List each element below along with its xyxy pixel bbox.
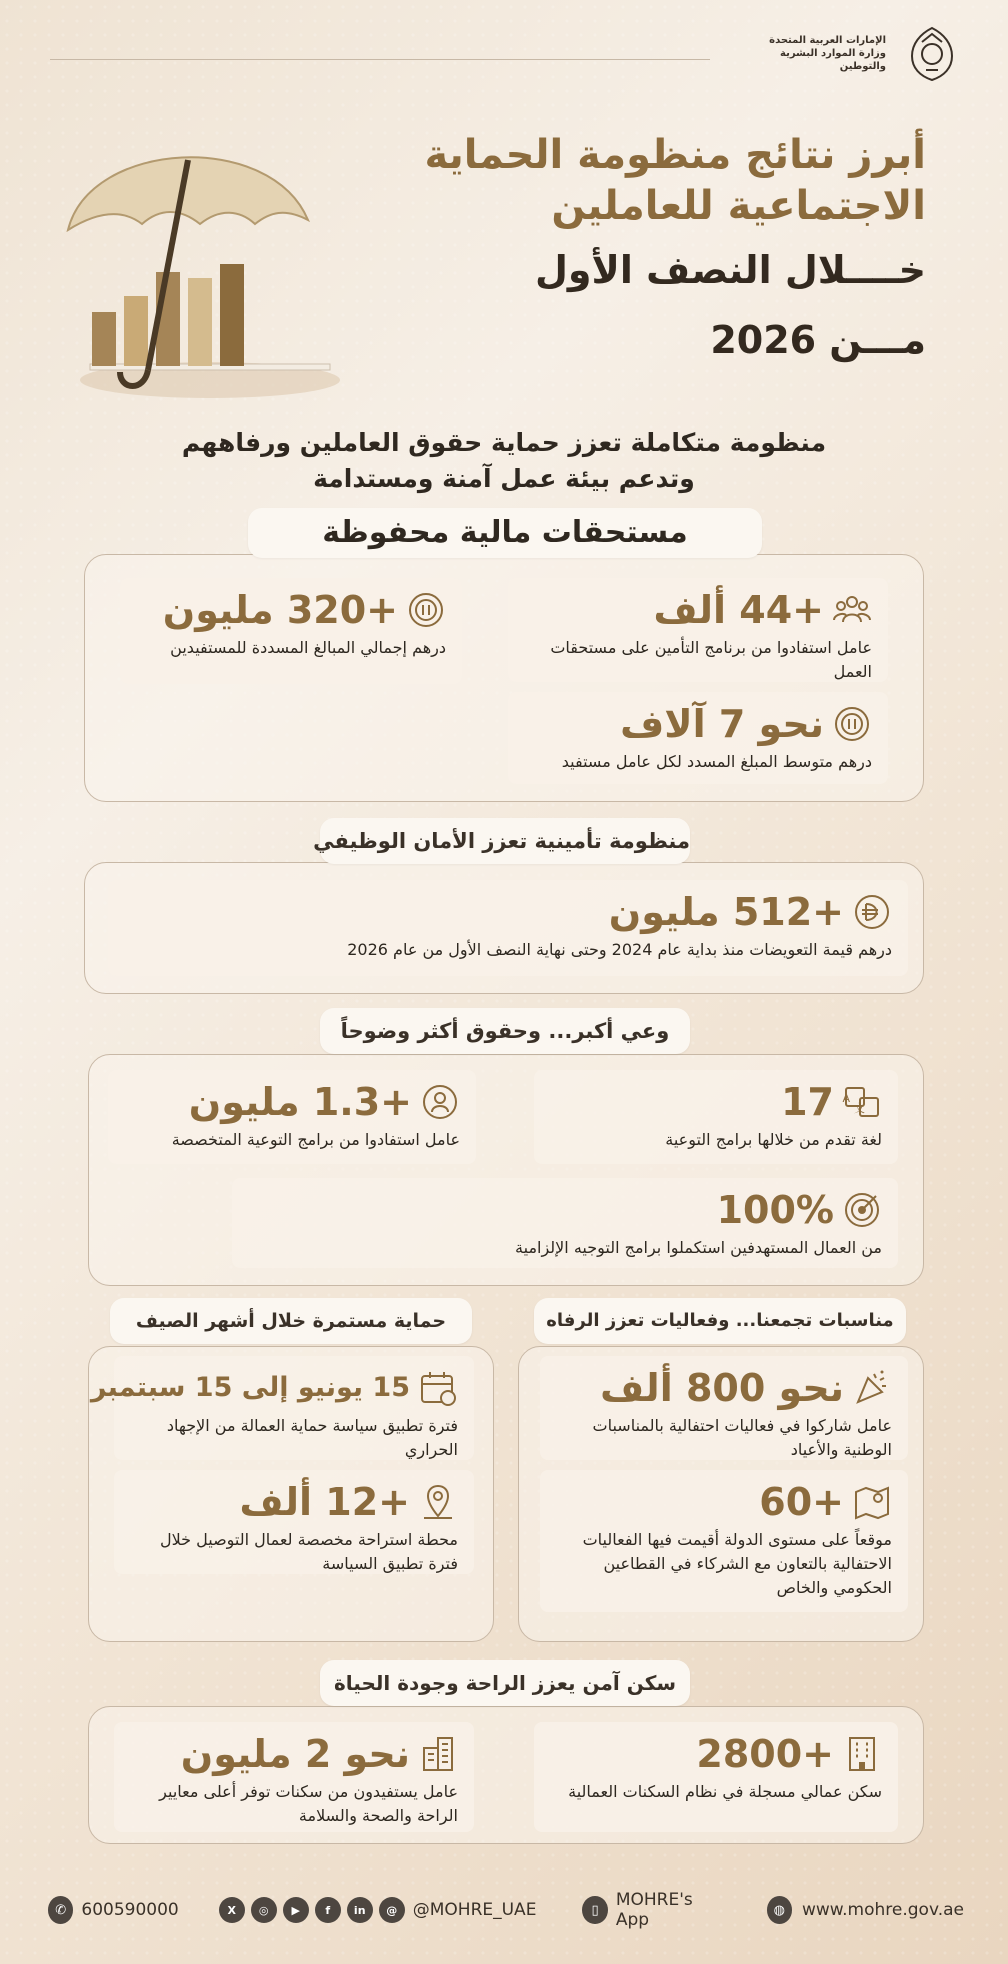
stat-value: +512 مليون <box>608 890 844 934</box>
stat-description: درهم قيمة التعويضات منذ بداية عام 2024 وحتى نهاية النصف الأول من عام 2026 <box>347 940 892 959</box>
stat-card <box>108 1070 476 1164</box>
title-line-1: أبرز نتائج منظومة الحماية <box>424 132 926 178</box>
x-icon[interactable]: X <box>219 1897 245 1923</box>
section-title-events: مناسبات تجمعنا... وفعاليات تعزز الرفاه <box>534 1298 906 1344</box>
page-title <box>406 130 926 372</box>
coin-icon <box>406 590 446 630</box>
party-popper-icon <box>852 1368 892 1408</box>
section-title-awareness: وعي أكبر... وحقوق أكثر وضوحاً <box>320 1008 690 1054</box>
stat-description: عامل يستفيدون من سكنات توفر أعلى معايير الراحة والصحة والسلامة <box>159 1782 458 1825</box>
ministry-line-2: وزارة الموارد البشرية <box>780 48 886 59</box>
stat-description: عامل استفادوا من برامج التوعية المتخصصة <box>171 1130 460 1149</box>
section-title-housing: سكن آمن يعزز الراحة وجودة الحياة <box>320 1660 690 1706</box>
stat-description: لغة تقدم من خلالها برامج التوعية <box>665 1130 882 1149</box>
stat-value: +44 ألف <box>653 588 824 632</box>
coin-icon <box>832 704 872 744</box>
mobile-app-icon: ▯ <box>582 1896 607 1924</box>
footer <box>48 1888 964 1932</box>
stat-card <box>534 1722 898 1832</box>
ministry-line-1: الإمارات العربية المتحدة <box>769 35 886 46</box>
title-line-4: مـــن 2026 <box>710 318 926 362</box>
people-group-icon <box>832 590 872 630</box>
stat-description: درهم متوسط المبلغ المسدد لكل عامل مستفيد <box>561 752 872 771</box>
dirham-icon <box>852 892 892 932</box>
instagram-icon[interactable]: ◎ <box>251 1897 277 1923</box>
stat-value: 100% <box>716 1188 834 1232</box>
stat-card <box>540 1356 908 1460</box>
stat-card <box>90 1356 474 1460</box>
stat-card <box>508 578 888 682</box>
stat-description: درهم إجمالي المبالغ المسددة للمستفيدين <box>170 638 446 657</box>
title-line-3: خــــلال النصف الأول <box>534 248 926 292</box>
translate-icon <box>842 1082 882 1122</box>
stat-value: +60 <box>759 1480 844 1524</box>
umbrella-bars-illustration <box>60 120 360 410</box>
webinar-icon <box>420 1082 460 1122</box>
uae-emblem-icon <box>906 24 958 84</box>
svg-text:A: A <box>842 1092 850 1105</box>
stat-description: عامل شاركوا في فعاليات احتفالية بالمناسبات الوطنية والأعياد <box>592 1416 892 1459</box>
section-title-summer: حماية مستمرة خلال أشهر الصيف <box>110 1298 472 1344</box>
header <box>50 22 958 82</box>
phone-number[interactable]: 600590000 <box>81 1900 179 1920</box>
stat-card <box>114 1470 474 1574</box>
map-pin-icon <box>852 1482 892 1522</box>
stat-value: 17 <box>781 1080 834 1124</box>
building-icon <box>842 1734 882 1774</box>
stat-card <box>114 1722 474 1832</box>
app-label[interactable]: MOHRE's App <box>615 1890 693 1930</box>
location-icon <box>418 1482 458 1522</box>
social-icons <box>219 1897 405 1923</box>
stat-value: +320 مليون <box>162 588 398 632</box>
target-icon <box>842 1190 882 1230</box>
title-line-2: الاجتماعية للعاملين <box>551 183 926 229</box>
stat-description: عامل استفادوا من برنامج التأمين على مستحقات العمل <box>550 638 872 681</box>
stat-card <box>534 1070 898 1164</box>
stat-card <box>232 1178 898 1268</box>
svg-text:文: 文 <box>854 1102 865 1115</box>
intro-line-1: منظومة متكاملة تعزز حماية حقوق العاملين ورفاههم <box>181 428 827 457</box>
stat-description: سكن عمالي مسجلة في نظام السكنات العمالية <box>568 1782 882 1801</box>
phone-icon: ✆ <box>48 1896 73 1924</box>
threads-icon[interactable]: @ <box>379 1897 405 1923</box>
stat-value: +2800 <box>696 1732 834 1776</box>
stat-value: نحو 7 آلاف <box>620 702 824 746</box>
calendar-icon <box>418 1368 458 1408</box>
section-title-financial: مستحقات مالية محفوظة <box>248 508 762 558</box>
intro-line-2: وتدعم بيئة عمل آمنة ومستدامة <box>313 464 695 493</box>
stat-value: +12 ألف <box>239 1480 410 1524</box>
youtube-icon[interactable]: ▶ <box>283 1897 309 1923</box>
section-title-insurance: منظومة تأمينية تعزز الأمان الوظيفي <box>320 818 690 864</box>
stat-card <box>508 692 888 784</box>
stat-value: +1.3 مليون <box>188 1080 412 1124</box>
stat-value: نحو 800 ألف <box>600 1366 844 1410</box>
stat-description: من العمال المستهدفين استكملوا برامج التوجيه الإلزامية <box>515 1238 882 1257</box>
stat-description: موقعاً على مستوى الدولة أقيمت فيها الفعاليات الاحتفالية بالتعاون مع الشركاء في القطاعين الحكومي والخاص <box>582 1530 892 1597</box>
ministry-line-3: والتوطين <box>839 61 886 72</box>
globe-icon: ◍ <box>767 1896 792 1924</box>
stat-card <box>108 880 908 976</box>
stat-card <box>120 578 462 684</box>
facebook-icon[interactable]: f <box>315 1897 341 1923</box>
website-link[interactable]: www.mohre.gov.ae <box>802 1900 964 1920</box>
linkedin-icon[interactable]: in <box>347 1897 373 1923</box>
ministry-name <box>769 34 886 73</box>
intro-text <box>100 425 908 497</box>
header-divider <box>50 59 710 60</box>
social-handle[interactable]: @MOHRE_UAE <box>412 1900 537 1920</box>
stat-description: محطة استراحة مخصصة لعمال التوصيل خلال فترة تطبيق السياسة <box>159 1530 458 1573</box>
stat-value: 15 يونيو إلى 15 سبتمبر <box>90 1372 410 1403</box>
stat-card <box>540 1470 908 1612</box>
stat-value: نحو 2 مليون <box>180 1732 410 1776</box>
apartment-icon <box>418 1734 458 1774</box>
stat-description: فترة تطبيق سياسة حماية العمالة من الإجهاد الحراري <box>166 1416 458 1459</box>
